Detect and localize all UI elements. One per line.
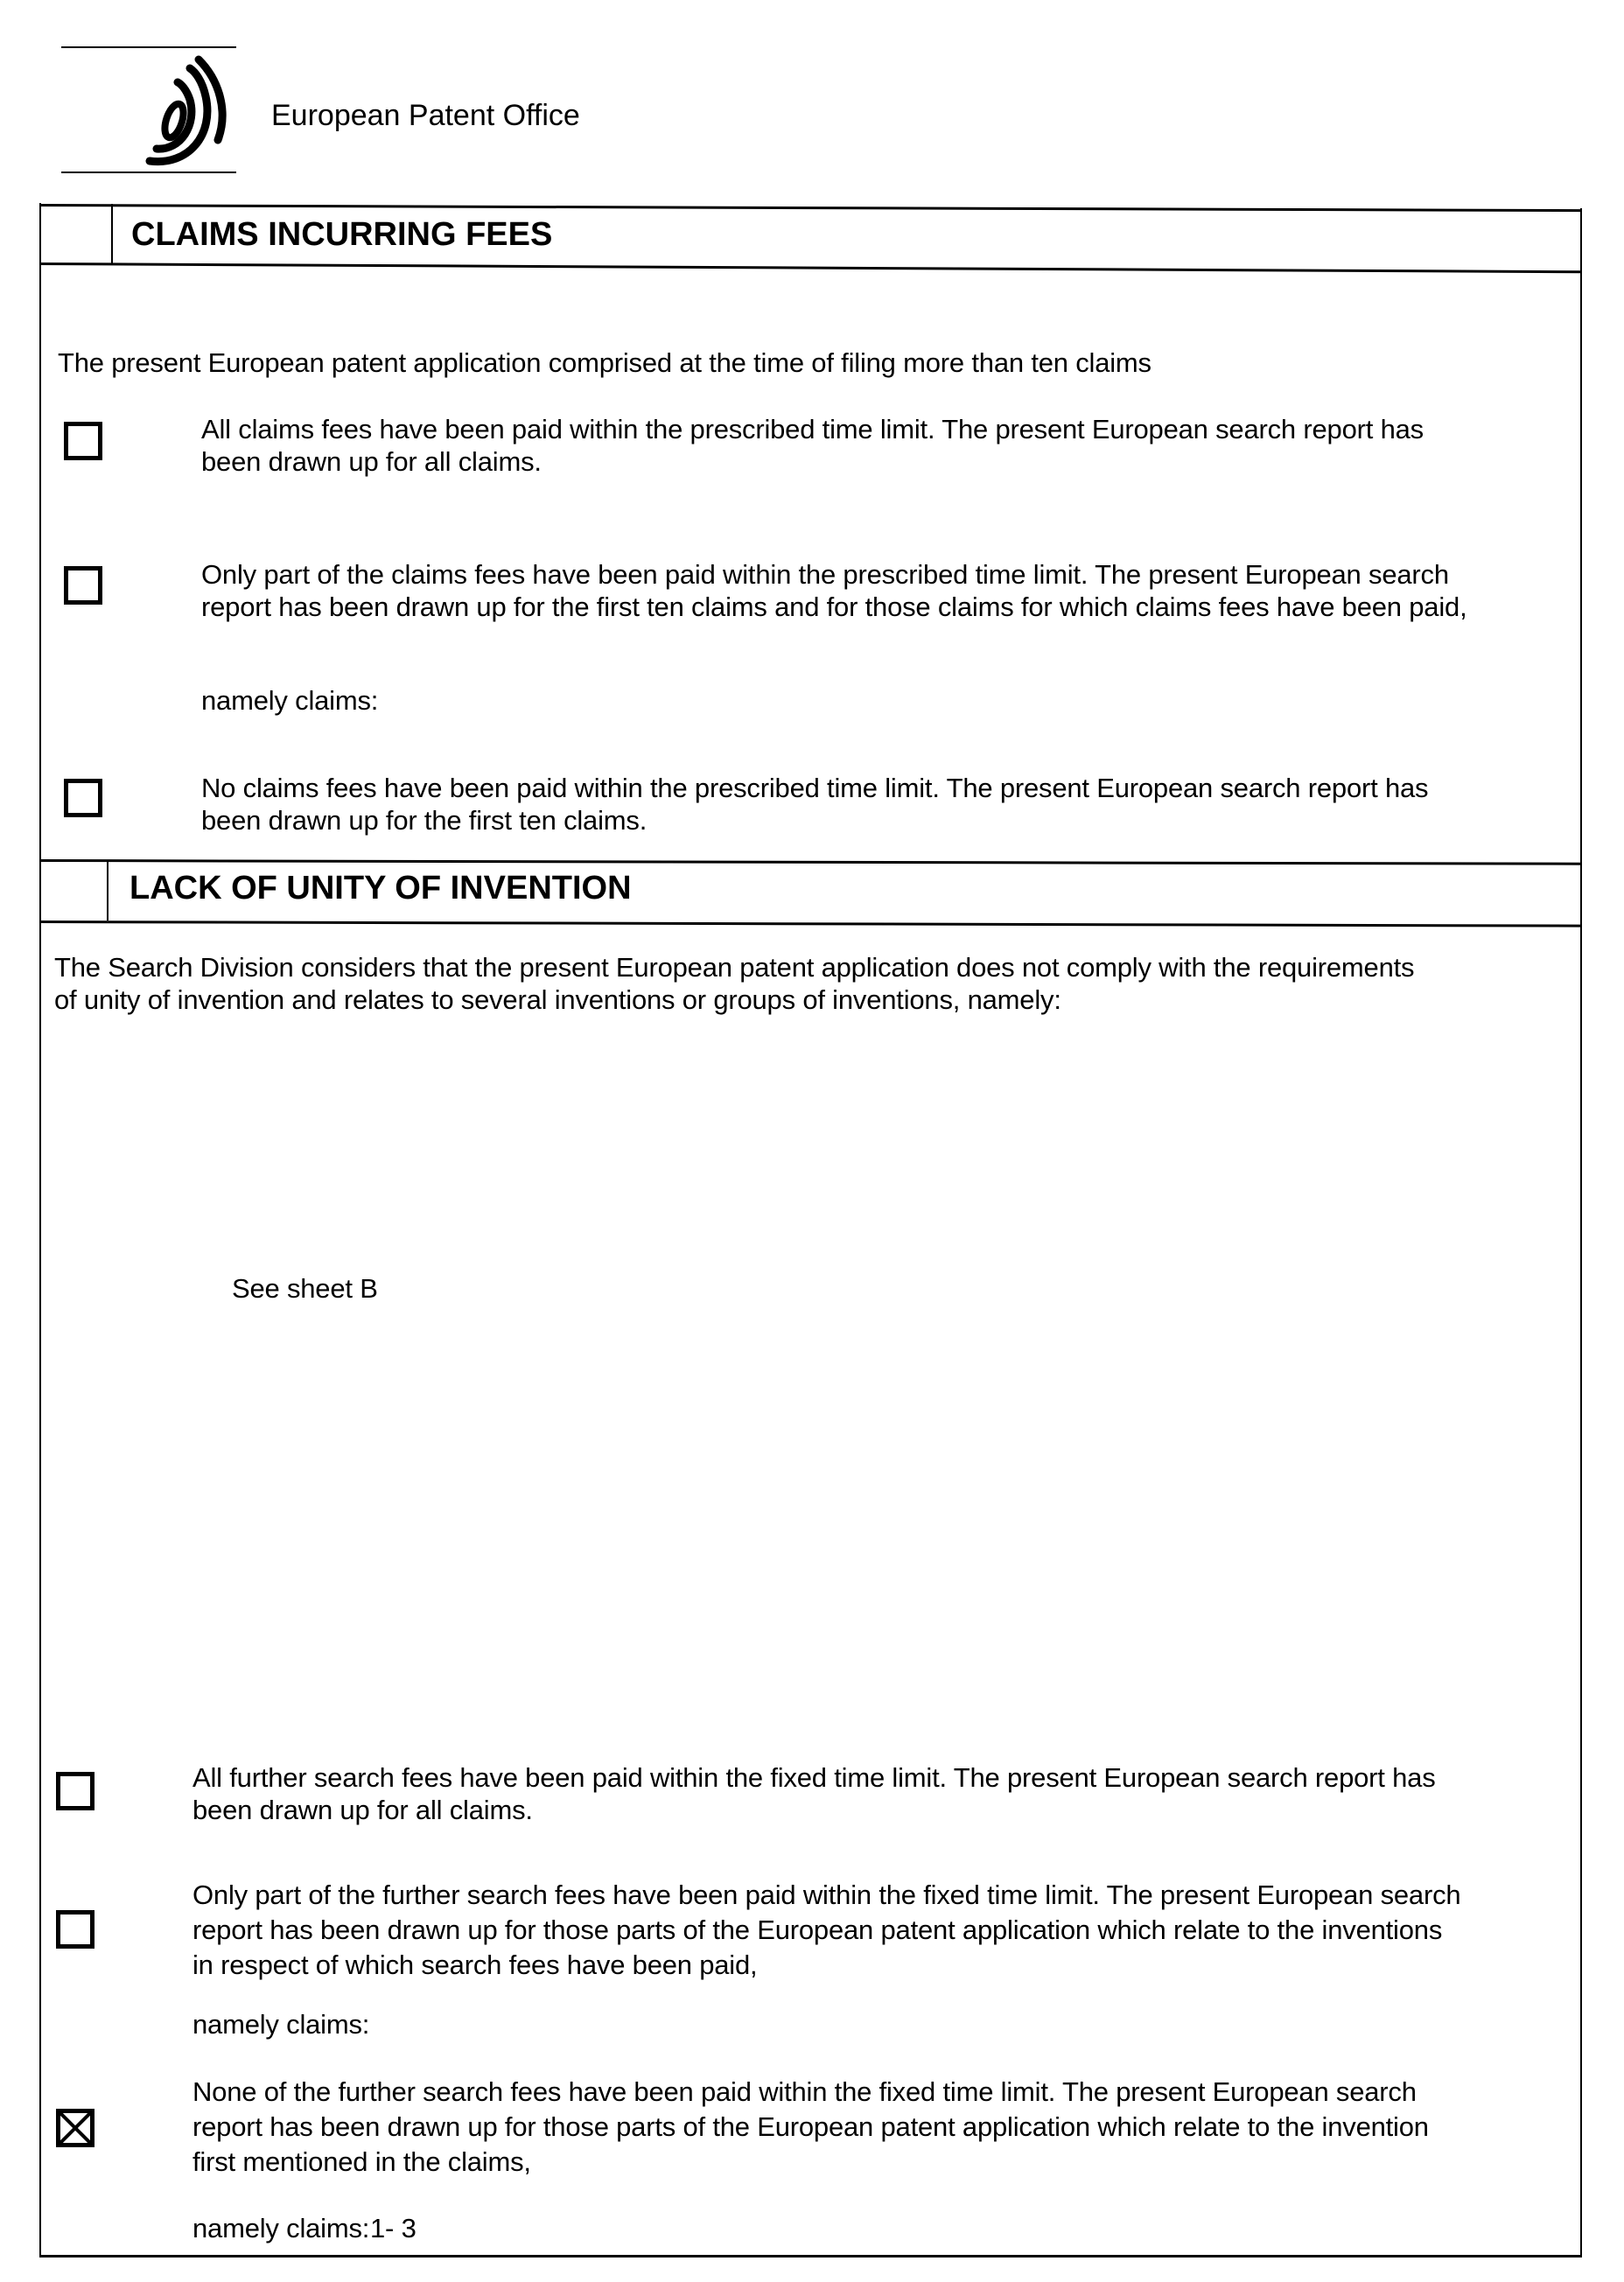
option-text-line: in respect of which search fees have been paid,	[192, 1950, 758, 1980]
checkbox-cross-icon	[60, 2113, 90, 2143]
namely-claims-label: namely claims:	[201, 685, 379, 716]
option-text-line: report has been drawn up for the first ten claims and for those claims for which claims fees have been paid,	[201, 592, 1467, 622]
checkbox-all-claims-fees-paid[interactable]	[64, 422, 102, 460]
frame-left-border	[39, 203, 41, 2258]
section-header-top-border	[39, 859, 1582, 865]
namely-claims-label: namely claims:	[192, 2009, 370, 2040]
section-header-bottom-border	[39, 262, 1582, 273]
section-header-divider	[111, 204, 113, 263]
option-text-line: first mentioned in the claims,	[192, 2146, 531, 2177]
section-title: LACK OF UNITY OF INVENTION	[130, 870, 632, 906]
checkbox-no-claims-fees-paid[interactable]	[64, 779, 102, 817]
section-header-bottom-border	[39, 920, 1582, 928]
option-text-line: None of the further search fees have been paid within the fixed time limit. The present European search	[192, 2076, 1417, 2107]
organization-name: European Patent Office	[271, 99, 580, 132]
section-intro: The present European patent application comprised at the time of filing more than ten claims	[58, 347, 1152, 378]
frame-bottom-border	[39, 2255, 1582, 2258]
namely-claims-value: 1- 3	[370, 2213, 416, 2244]
letterhead-bottom-rule	[61, 172, 236, 173]
option-text-line: been drawn up for all claims.	[192, 1795, 533, 1825]
checkbox-no-search-fees-paid[interactable]	[56, 2109, 94, 2147]
epo-logo-icon	[136, 54, 236, 168]
namely-claims-label: namely claims:	[192, 2213, 370, 2244]
option-text-line: report has been drawn up for those parts of the European patent application which relate to the invention	[192, 2111, 1429, 2142]
section-header-divider	[107, 861, 108, 920]
section-title: CLAIMS INCURRING FEES	[131, 216, 553, 253]
option-text-line: been drawn up for all claims.	[201, 446, 542, 477]
checkbox-part-search-fees-paid[interactable]	[56, 1910, 94, 1949]
section-intro-line: of unity of invention and relates to several inventions or groups of inventions, namely:	[54, 984, 1061, 1015]
option-text-line: Only part of the claims fees have been paid within the prescribed time limit. The present European search	[201, 559, 1449, 590]
option-text-line: Only part of the further search fees have been paid within the fixed time limit. The present European search	[192, 1880, 1461, 1910]
checkbox-all-search-fees-paid[interactable]	[56, 1772, 94, 1810]
option-text-line: been drawn up for the first ten claims.	[201, 805, 648, 836]
letterhead-top-rule	[61, 46, 236, 48]
option-text-line: All further search fees have been paid within the fixed time limit. The present European search report has	[192, 1762, 1436, 1793]
option-text-line: No claims fees have been paid within the prescribed time limit. The present European search report has	[201, 773, 1429, 803]
section-header-top-border	[39, 204, 1582, 212]
sheet-reference: See sheet B	[232, 1273, 378, 1304]
option-text-line: All claims fees have been paid within the prescribed time limit. The present European search report has	[201, 414, 1424, 444]
section-intro-line: The Search Division considers that the present European patent application does not comply with the requirements	[54, 952, 1415, 983]
checkbox-part-claims-fees-paid[interactable]	[64, 566, 102, 605]
option-text-line: report has been drawn up for those parts of the European patent application which relate to the inventions	[192, 1914, 1443, 1945]
frame-right-border	[1580, 208, 1582, 2258]
